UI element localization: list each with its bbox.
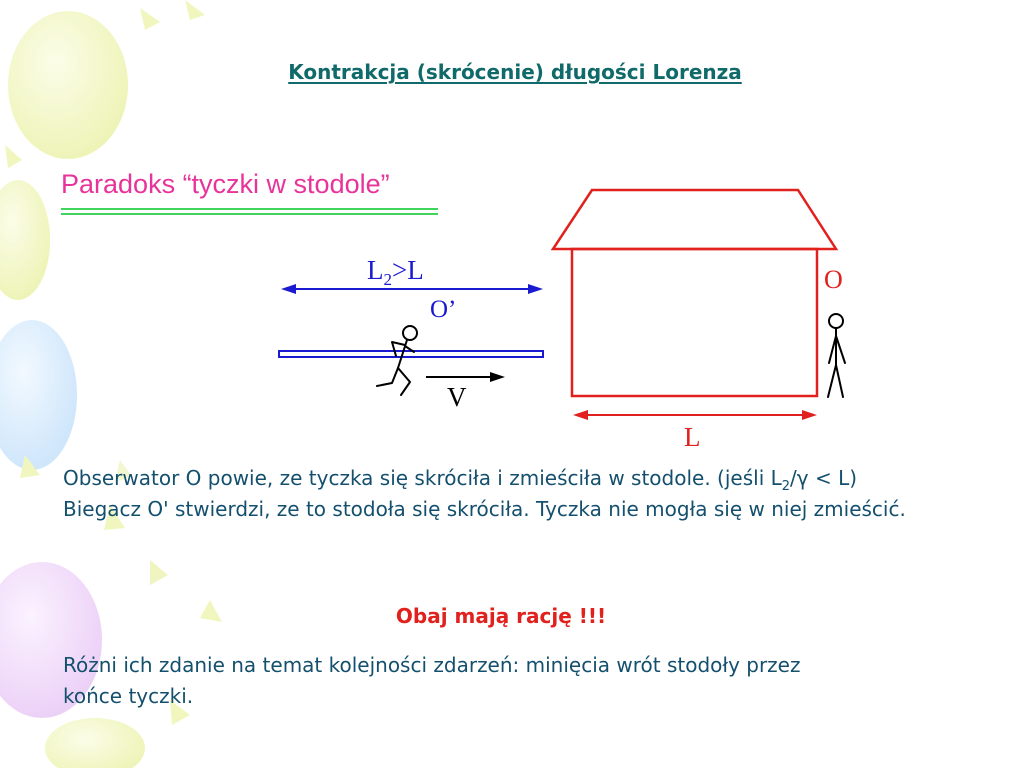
barn-observer-figure [828,314,845,397]
runner-statement: Biegacz O' stwierdzi, ze to stodoła się skróciła. Tyczka nie mogła się w niej zmieścić. [63,497,906,521]
pole [279,351,543,357]
barn-observer-label: O [824,265,843,294]
pole-length-arrow [281,284,543,294]
barn-roof [553,190,836,249]
barn-walls [572,249,817,396]
barn [553,190,836,396]
slide-title: Kontrakcja (skrócenie) długości Lorenza [288,60,742,84]
velocity-label: V [447,382,467,412]
barn-length-label: L [684,422,701,452]
barn-length-arrow [573,410,817,420]
verdict-text: Obaj mają rację !!! [395,604,607,628]
runner-figure [377,326,417,395]
paradox-title: Paradoks “tyczki w stodole” [61,169,390,199]
pole-length-label: $L_2>L$ [367,255,424,289]
runner-observer-label: O’ [430,296,457,323]
velocity-arrow [426,372,505,382]
observer-o-statement: Obserwator O powie, ze tyczka się skróciła i zmieściła w stodole. (jeśli $L_2/\gamma < L$) [63,466,858,494]
difference-paragraph: Różni ich zdanie na temat kolejności zdarzeń: minięcia wrót stodoły przez końce tyczki. [63,653,801,708]
observers-paragraph [63,463,971,525]
